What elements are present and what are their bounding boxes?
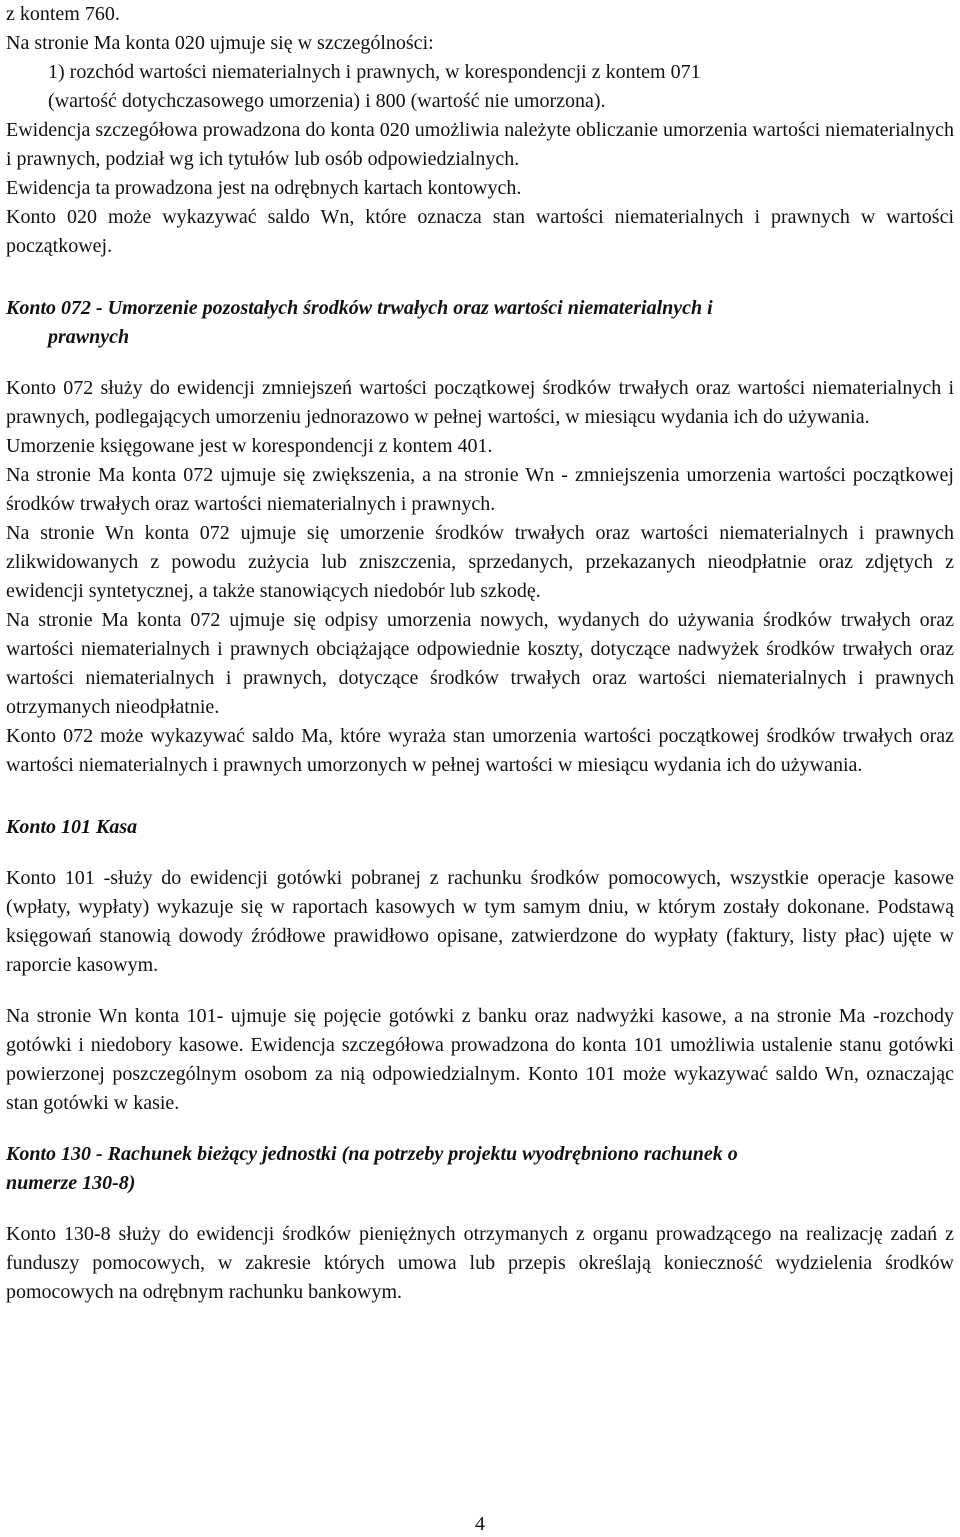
paragraph: Na stronie Wn konta 101- ujmuje się pojęcie gotówki z banku oraz nadwyżki kasowe, a na stronie Ma -rozchody gotówki i niedobory kasowe. Ewidencja szczegółowa prowadzona do konta 101 umożliwia ustalenie stanu gotówki powierzonej poszczególnym osobom za nią odpowiedzialnym. Konto 101 może wykazywać saldo Wn, oznaczając stan gotówki w kasie. xyxy=(6,1005,954,1114)
paragraph: Konto 101 -służy do ewidencji gotówki pobranej z rachunku środków pomocowych, wszystkie operacje kasowe (wpłaty, wypłaty) wykazuje się w raportach kasowych w tym samym dniu, w którym zostały dokonane. Podstawą księgowań stanowią dowody źródłowe prawidłowo opisane, zatwierdzone do wypłaty (faktury, listy płac) ujęte w raporcie kasowym. xyxy=(6,867,954,976)
paragraph: Umorzenie księgowane jest w korespondencji z kontem 401. xyxy=(6,435,493,457)
spacer xyxy=(6,1198,954,1220)
paragraph: Konto 020 może wykazywać saldo Wn, które oznacza stan wartości niematerialnych i prawnych w wartości początkowej. xyxy=(6,206,954,257)
paragraph: Na stronie Ma konta 072 ujmuje się zwiększenia, a na stronie Wn - zmniejszenia umorzenia wartości początkowej środków trwałych oraz wartości niematerialnych i prawnych. xyxy=(6,464,954,515)
spacer xyxy=(6,261,954,294)
heading-text: Konto 130 - Rachunek bieżący jednostki (na potrzeby projektu wyodrębniono rachunek o xyxy=(6,1143,738,1165)
document-page xyxy=(6,0,954,1307)
paragraph: Konto 072 może wykazywać saldo Ma, które wyraża stan umorzenia wartości początkowej środków trwałych oraz wartości niematerialnych i prawnych umorzonych w pełnej wartości w miesiącu wydania ich do używania. xyxy=(6,725,954,776)
section-heading-072 xyxy=(6,294,954,352)
spacer xyxy=(6,780,954,813)
heading-text-continuation: numerze 130-8) xyxy=(6,1172,136,1194)
page-number: 4 xyxy=(475,1513,485,1535)
paragraph: Konto 130-8 służy do ewidencji środków pieniężnych otrzymanych z organu prowadzącego na realizację zadań z funduszy pomocowych, w zakresie których umowa lub przepis określają konieczność wydzielenia środków pomocowych na odrębnym rachunku bankowym. xyxy=(6,1223,954,1303)
section-heading-130 xyxy=(6,1140,954,1198)
spacer xyxy=(6,1118,954,1140)
heading-text-continuation: prawnych xyxy=(48,326,130,348)
section-heading-101: Konto 101 Kasa xyxy=(6,816,138,838)
paragraph: Ewidencja ta prowadzona jest na odrębnych kartach kontowych. xyxy=(6,177,522,199)
paragraph: Na stronie Wn konta 072 ujmuje się umorzenie środków trwałych oraz wartości niematerialnych i prawnych zlikwidowanych z powodu zużycia lub zniszczenia, sprzedanych, przekazanych nieodpłatnie oraz zdjętych z ewidencji syntetycznej, a także stanowiących niedobór lub szkodę. xyxy=(6,522,954,602)
intro-list-item: 1) rozchód wartości niematerialnych i prawnych, w korespondencji z kontem 071 xyxy=(48,61,701,83)
paragraph: Konto 072 służy do ewidencji zmniejszeń wartości początkowej środków trwałych oraz wartości niematerialnych i prawnych, podlegających umorzeniu jednorazowo w pełnej wartości, w miesiącu wydania ich do używania. xyxy=(6,377,954,428)
paragraph: Na stronie Ma konta 072 ujmuje się odpisy umorzenia nowych, wydanych do używania środków trwałych oraz wartości niematerialnych i prawnych obciążające odpowiednie koszty, dotyczące nadwyżek środków trwałych oraz wartości niematerialnych i prawnych, dotyczące środków trwałych oraz wartości niematerialnych i prawnych otrzymanych nieodpłatnie. xyxy=(6,609,954,718)
heading-text: Konto 072 - Umorzenie pozostałych środków trwałych oraz wartości niematerialnych i xyxy=(6,297,713,319)
spacer xyxy=(6,842,954,864)
intro-list-item-continuation: (wartość dotychczasowego umorzenia) i 800 (wartość nie umorzona). xyxy=(48,90,606,112)
spacer xyxy=(6,352,954,374)
spacer xyxy=(6,980,954,1002)
intro-line: Na stronie Ma konta 020 ujmuje się w szczególności: xyxy=(6,32,434,54)
paragraph: Ewidencja szczegółowa prowadzona do konta 020 umożliwia należyte obliczanie umorzenia wartości niematerialnych i prawnych, podział wg ich tytułów lub osób odpowiedzialnych. xyxy=(6,119,954,170)
intro-line: z kontem 760. xyxy=(6,3,120,25)
